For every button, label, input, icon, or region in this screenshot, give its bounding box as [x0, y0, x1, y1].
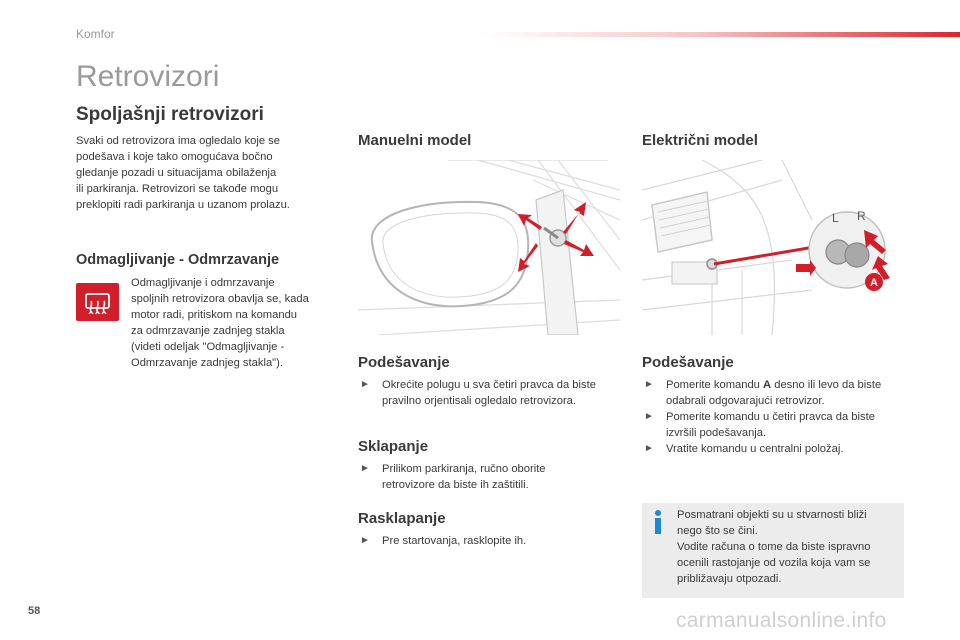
info-line: Vodite računa o tome da biste ispravno [677, 541, 871, 553]
manual-fold-heading: Sklapanje [358, 438, 429, 455]
list-item-line [666, 377, 912, 393]
intro-line: preklopiti radi parkiranja u uzanom prolazu. [76, 199, 290, 211]
info-text [677, 507, 899, 587]
page-title: Retrovizori [76, 60, 220, 93]
info-line: ocenili rastojanje od vozila koja vam se [677, 557, 871, 569]
list-item [358, 461, 628, 493]
electric-adjust-heading: Podešavanje [642, 354, 734, 371]
defrost-paragraph [131, 275, 336, 371]
defrost-line: spoljnih retrovizora obavlja se, kada [131, 293, 309, 305]
bullet-marker-icon: ► [360, 535, 370, 546]
manual-model-heading: Manuelni model [358, 132, 472, 149]
bullet-marker-icon: ► [360, 463, 370, 474]
intro-line: ili parkiranja. Retrovizori se takođe mogu [76, 183, 279, 195]
control-a-label: A [763, 379, 772, 391]
list-item-line: izvršili podešavanja. [666, 427, 767, 439]
info-line: Posmatrani objekti su u stvarnosti bliži [677, 509, 867, 521]
section-label: Komfor [76, 27, 115, 41]
list-item-line: Pomerite komandu u četiri pravca da biste [666, 411, 875, 423]
list-item [642, 377, 912, 409]
electric-model-heading: Električni model [642, 132, 758, 149]
list-item-line: Vratite komandu u centralni položaj. [666, 443, 844, 455]
defrost-line: (videti odeljak "Odmagljivanje - [131, 341, 285, 353]
electric-adjust-list [642, 377, 912, 457]
info-icon [650, 508, 666, 536]
list-item [642, 441, 912, 457]
exterior-mirrors-heading: Spoljašnji retrovizori [76, 104, 264, 125]
defrost-line: za odmrzavanje zadnjeg stakla [131, 325, 285, 337]
info-line: nego što se čini. [677, 525, 758, 537]
list-item-line: Okrećite polugu u sva četiri pravca da biste [382, 379, 596, 391]
manual-adjust-list [358, 377, 628, 409]
list-item [642, 409, 912, 441]
manual-unfold-list [358, 533, 628, 549]
svg-text:L: L [832, 211, 839, 225]
list-item-line: pravilno orjentisali ogledalo retrovizora. [382, 395, 577, 407]
list-item-line: Prilikom parkiranja, ručno oborite [382, 463, 546, 475]
watermark: carmanualsonline.info [676, 609, 887, 632]
info-line: približavaju otpozadi. [677, 573, 782, 585]
page-number: 58 [28, 605, 41, 617]
list-item-text: desno ili levo da biste [771, 379, 882, 391]
intro-line: podešava i koje tako omogućava bočno [76, 151, 273, 163]
manual-mirror-illustration [358, 160, 620, 335]
manual-adjust-heading: Podešavanje [358, 354, 450, 371]
svg-text:R: R [857, 209, 866, 223]
control-a-callout: A [870, 277, 878, 289]
header-accent-bar [480, 32, 960, 37]
defrost-line: Odmrzavanje zadnjeg stakla"). [131, 357, 283, 369]
intro-line: gledanje pozadi u situacijama obilaženja [76, 167, 277, 179]
intro-paragraph [76, 133, 331, 213]
manual-unfold-heading: Rasklapanje [358, 510, 446, 527]
defrost-line: motor radi, pritiskom na komandu [131, 309, 298, 321]
electric-mirror-illustration [642, 160, 904, 335]
bullet-marker-icon: ► [644, 411, 654, 422]
manual-fold-list [358, 461, 628, 493]
list-item-line: Pre startovanja, rasklopite ih. [382, 535, 527, 547]
list-item [358, 533, 628, 549]
list-item-text: Pomerite komandu [666, 379, 764, 391]
bullet-marker-icon: ► [360, 379, 370, 390]
bullet-marker-icon: ► [644, 443, 654, 454]
bullet-marker-icon: ► [644, 379, 654, 390]
list-item [358, 377, 628, 409]
list-item-line: retrovizore da biste ih zaštitili. [382, 479, 529, 491]
defrost-line: Odmagljivanje i odmrzavanje [131, 277, 275, 289]
intro-line: Svaki od retrovizora ima ogledalo koje se [76, 135, 280, 147]
list-item-line: odabrali odgovarajući retrovizor. [666, 395, 825, 407]
rear-defrost-icon [76, 283, 119, 321]
defrost-heading: Odmagljivanje - Odmrzavanje [76, 252, 280, 268]
